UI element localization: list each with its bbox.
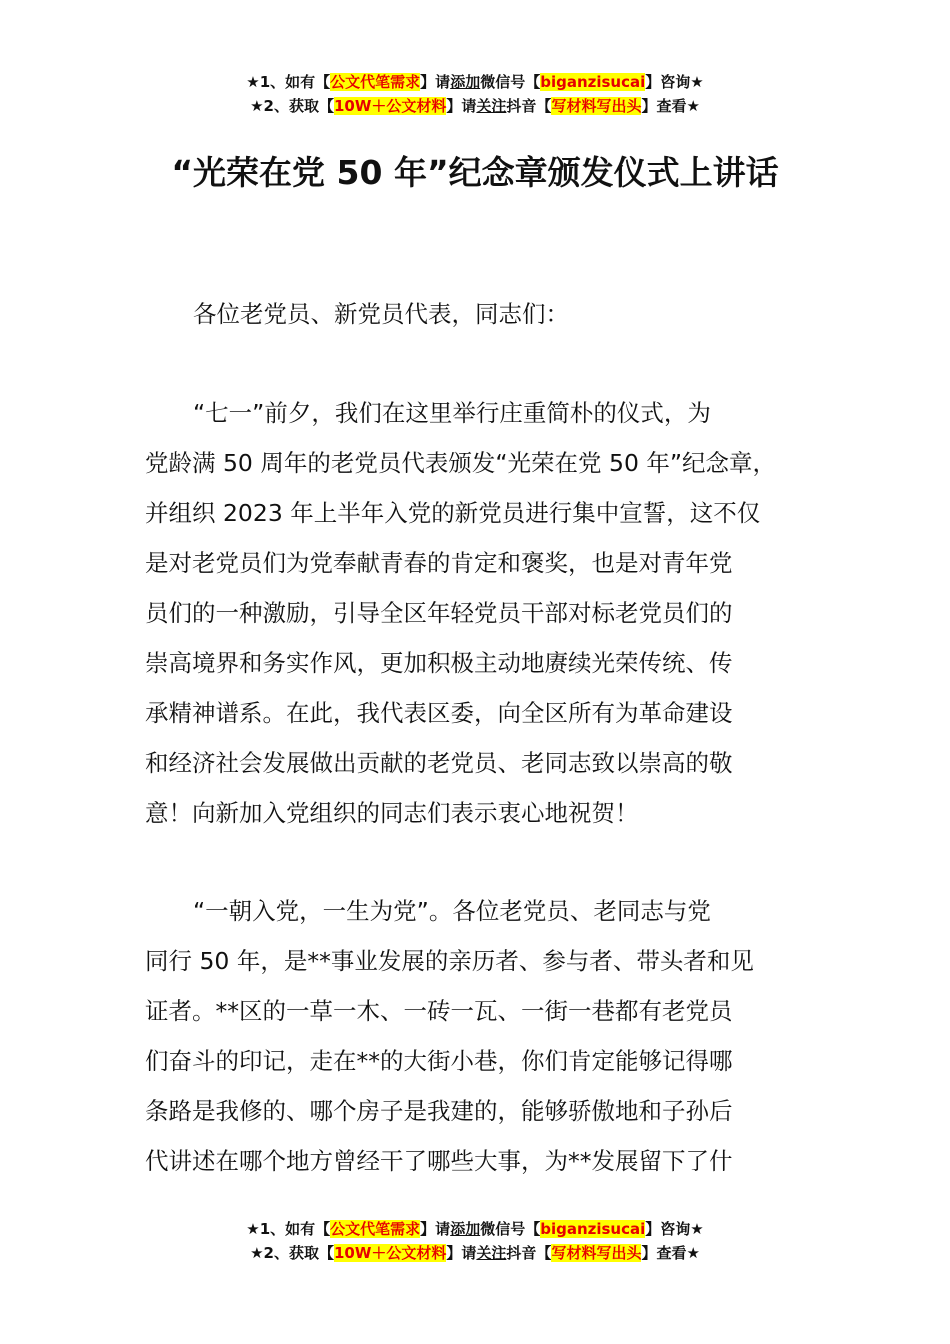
paragraph-line: 员们的一种激励，引导全区年轻党员干部对标老党员们的: [145, 599, 733, 627]
highlight-wechat-id: biganzisucai: [540, 73, 646, 91]
paragraph-line: 证者。**区的一草一木、一砖一瓦、一街一巷都有老党员: [145, 997, 733, 1025]
salutation: [145, 289, 835, 339]
paragraph-line: 是对老党员们为党奉献青春的肯定和褒奖，也是对青年党: [145, 549, 733, 577]
highlight-materials: 10W＋公文材料: [333, 97, 447, 115]
paragraph-2: [145, 886, 835, 1186]
paragraph-line: “一朝入党，一生为党”。各位老党员、老同志与党: [193, 897, 711, 925]
salutation-line: 各位老党员、新党员代表，同志们：: [193, 300, 569, 328]
paragraph-line: “七一”前夕，我们在这里举行庄重简朴的仪式，为: [193, 399, 711, 427]
paragraph-line: 并组织 2023 年上半年入党的新党员进行集中宣誓，这不仅: [145, 499, 761, 527]
highlight-service: 公文代笔需求: [330, 73, 421, 91]
paragraph-line: 和经济社会发展做出贡献的老党员、老同志致以崇高的敬: [145, 749, 733, 777]
paragraph-line: 承精神谱系。在此，我代表区委，向全区所有为革命建设: [145, 699, 733, 727]
banner-line-1: ★1、如有【公文代笔需求】请添加微信号【biganzisucai】咨询★: [246, 73, 704, 91]
banner-line-1: ★1、如有【公文代笔需求】请添加微信号【biganzisucai】咨询★: [246, 1220, 704, 1238]
paragraph-line: 们奋斗的印记，走在**的大街小巷，你们肯定能够记得哪: [145, 1047, 733, 1075]
paragraph-line: 意！向新加入党组织的同志们表示衷心地祝贺！: [145, 799, 639, 827]
highlight-douyin-account: 写材料写出头: [551, 97, 642, 115]
paragraph-line: 崇高境界和务实作风，更加积极主动地赓续光荣传统、传: [145, 649, 733, 677]
paragraph-1: [145, 388, 835, 838]
banner-line-2: ★2、获取【10W＋公文材料】请关注抖音【写材料写出头】查看★: [250, 97, 700, 115]
paragraph-line: 条路是我修的、哪个房子是我建的，能够骄傲地和子孙后: [145, 1097, 733, 1125]
paragraph-line: 党龄满 50 周年的老党员代表颁发“光荣在党 50 年”纪念章，: [145, 449, 777, 477]
highlight-wechat-id: biganzisucai: [540, 1220, 646, 1238]
footer-banner: [0, 1217, 950, 1265]
highlight-service: 公文代笔需求: [330, 1220, 421, 1238]
banner-line-2: ★2、获取【10W＋公文材料】请关注抖音【写材料写出头】查看★: [250, 1244, 700, 1262]
paragraph-line: 同行 50 年，是**事业发展的亲历者、参与者、带头者和见: [145, 947, 754, 975]
document-title: “光荣在党 50 年”纪念章颁发仪式上讲话: [171, 153, 779, 192]
header-banner: [0, 70, 950, 118]
paragraph-line: 代讲述在哪个地方曾经干了哪些大事，为**发展留下了什: [145, 1147, 733, 1175]
highlight-douyin-account: 写材料写出头: [551, 1244, 642, 1262]
highlight-materials: 10W＋公文材料: [333, 1244, 447, 1262]
